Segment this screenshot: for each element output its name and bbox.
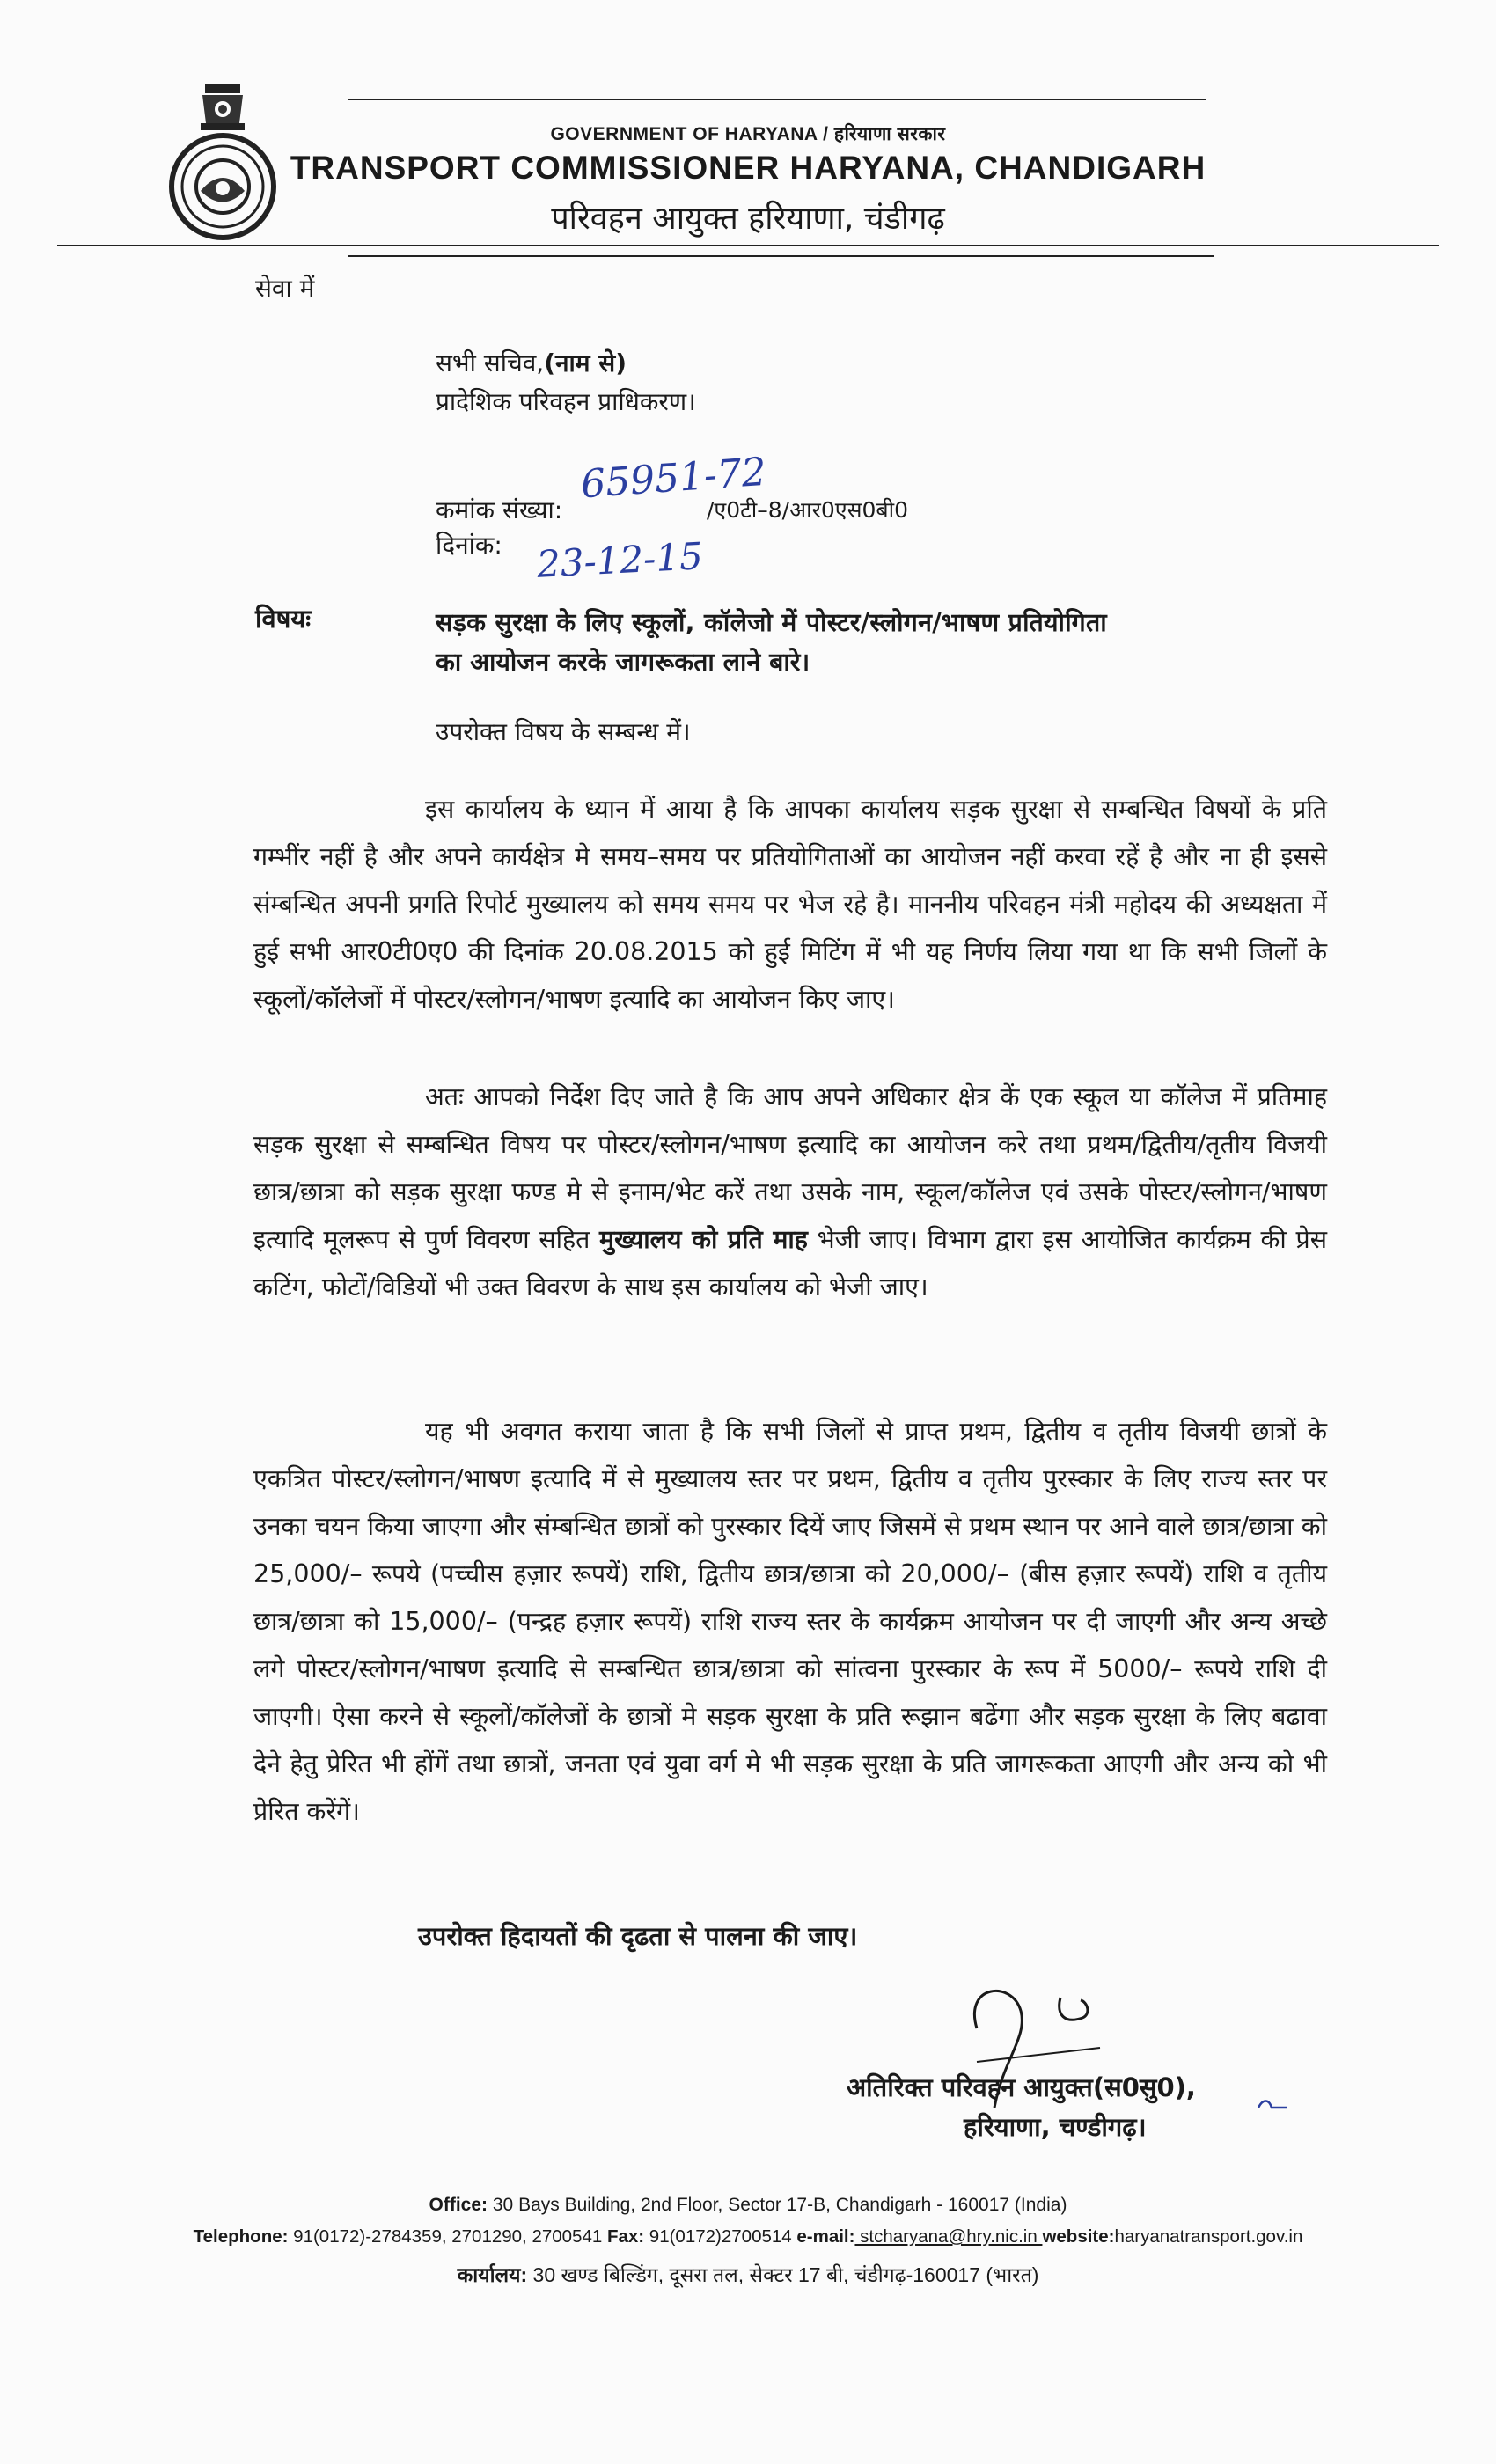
footer-office-line — [0, 2195, 1496, 2216]
footer-office-hindi-address: 30 खण्ड बिल्डिंग, दूसरा तल, सेक्टर 17 बी, चंडीगढ़-160017 (भारत) — [527, 2263, 1039, 2286]
paragraph-2-text-b: भेजी जाए। विभाग द्वारा इस आयोजित कार्यक्रम की प्रेस कटिंग, फोटों/विडियों भी उक्त विवरण के साथ इस कार्यालय को भेजी जाए। — [253, 1225, 1327, 1302]
footer-fax-label: Fax: — [606, 2226, 645, 2247]
office-title-english: TRANSPORT COMMISSIONER HARYANA, CHANDIGARH — [290, 150, 1206, 186]
footer-office-hindi-line — [0, 2260, 1496, 2288]
footer-contact-line — [0, 2226, 1496, 2248]
addressee-name-note: (नाम से) — [544, 348, 627, 378]
addressee-title: सभी सचिव, — [436, 348, 545, 378]
government-title: GOVERNMENT OF HARYANA / हरियाणा सरकार — [550, 124, 946, 144]
subject-label: विषयः — [255, 604, 312, 634]
addressee-line-1 — [436, 346, 627, 381]
reference-label: कमांक संख्या: — [436, 495, 563, 524]
instruction-line: उपरोक्त हिदायतों की दृढता से पालना की जाए। — [418, 1921, 858, 1951]
footer-telephone-label: Telephone: — [193, 2226, 289, 2247]
footer-email-label: e-mail: — [796, 2226, 855, 2247]
footer-office-address: 30 Bays Building, 2nd Floor, Sector 17-B, Chandigarh - 160017 (India) — [488, 2195, 1067, 2215]
footer-website-label: website: — [1042, 2226, 1115, 2247]
reference-line: उपरोक्त विषय के सम्बन्ध में। — [436, 717, 691, 746]
header-bottom-rule — [348, 255, 1214, 257]
footer-telephone: 91(0172)-2784359, 2701290, 2700541 — [288, 2226, 607, 2247]
signatory-line-1: अतिरिक्त परिवहन आयुक्त(स0सु0), — [847, 2072, 1196, 2102]
date-label: दिनांक: — [436, 531, 502, 560]
paragraph-2 — [253, 1074, 1327, 1311]
header-top-rule — [348, 99, 1206, 100]
footer-office-hindi-label: कार्यालय: — [457, 2263, 528, 2286]
to-label: सेवा में — [255, 274, 315, 303]
footer-website-link[interactable]: haryanatransport.gov.in — [1114, 2226, 1303, 2247]
footer-email-link[interactable]: stcharyana@hry.nic.in — [854, 2226, 1043, 2247]
subject-line-1: सड़क सुरक्षा के लिए स्कूलों, कॉलेजो में पोस्टर/स्लोगन/भाषण प्रतियोगिता — [436, 608, 1107, 637]
office-title-hindi: परिवहन आयुक्त हरियाणा, चंडीगढ़ — [551, 201, 945, 237]
reference-suffix: /ए0टी–8/आर0एस0बी0 — [707, 497, 909, 523]
date-handwritten: 23-12-15 — [535, 534, 704, 586]
reference-number-handwritten: 65951-72 — [579, 449, 768, 508]
paragraph-2-text-a: अतः आपको निर्देश दिए जाते है कि आप अपने अधिकार क्षेत्र कें एक स्कूल या कॉलेज में प्रतिमाह सड़क सुरक्षा से सम्बन्धित विषय पर पोस्टर/स्लोगन/भाषण इत्यादि का आयोजन करे तथा प्रथम/द्वितीय/तृतीय विजयी छात्र/छात्रा को सड़क सुरक्षा फण्ड मे से इनाम/भेट करें तथा उसके नाम, स्कूल/कॉलेज एवं उसके पोस्टर/स्लोगन/भाषण इत्यादि मूलरूप से पुर्ण विवरण सहित — [253, 1082, 1327, 1254]
subject-line-2: का आयोजन करके जागरूकता लाने बारे। — [436, 648, 810, 677]
addressee-line-2: प्रादेशिक परिवहन प्राधिकरण। — [436, 387, 696, 416]
signatory-line-2: हरियाणा, चण्डीगढ़। — [964, 2112, 1147, 2142]
paragraph-2-emphasis: मुख्यालय को प्रति माह — [599, 1225, 808, 1254]
footer-fax: 91(0172)2700514 — [644, 2226, 797, 2247]
paragraph-3: यह भी अवगत कराया जाता है कि सभी जिलों से प्राप्त प्रथम, द्वितीय व तृतीय विजयी छात्रों के एकत्रित पोस्टर/स्लोगन/भाषण इत्यादि में से मुख्यालय स्तर पर प्रथम, द्वितीय व तृतीय पुरस्कार के लिए राज्य स्तर पर उनका चयन किया जाएगा और संम्बन्धित छात्रों को पुरस्कार दियें जाए जिसमें से प्रथम स्थान पर आने वाले छात्र/छात्रा को 25,000/– रूपये (पच्चीस हज़ार रूपयें) राशि, द्वितीय छात्र/छात्रा को 20,000/– (बीस हज़ार रूपयें) राशि व तृतीय छात्र/छात्रा को 15,000/– (पन्द्रह हज़ार रूपयें) राशि राज्य स्तर के कार्यक्रम आयोजन पर दी जाएगी और अन्य अच्छे लगे पोस्टर/स्लोगन/भाषण इत्यादि से सम्बन्धित छात्र/छात्रा को सांत्वना पुरस्कार के रूप में 5000/– रूपये राशि दी जाएगी। ऐसा करने से स्कूलों/कॉलेजों के छात्रों मे सड़क सुरक्षा के प्रति रूझान बढेंगा और सड़क सुरक्षा के लिए बढावा देने हेतु प्रेरित भी होंगें तथा छात्रों, जनता एवं युवा वर्ग मे भी सड़क सुरक्षा के प्रति जागरूकता आएगी और अन्य को भी प्रेरित करेंगें। — [253, 1417, 1327, 1826]
footer-office-label: Office: — [429, 2195, 488, 2215]
paragraph-1: इस कार्यालय के ध्यान में आया है कि आपका कार्यालय सड़क सुरक्षा से सम्बन्धित विषयों के प्रति गम्भींर नहीं है और अपने कार्यक्षेत्र मे समय–समय पर प्रतियोगिताओं का आयोजन नहीं करवा रहें है और ना ही इससे संम्बन्धित अपनी प्रगति रिपोर्ट मुख्यालय को समय समय पर भेज रहे है। माननीय परिवहन मंत्री महोदय की अध्यक्षता में हुई सभी आर0टी0ए0 की दिनांक 20.08.2015 को हुई मिटिंग में भी यह निर्णय लिया गया था कि सभी जिलों के स्कूलों/कॉलेजों में पोस्टर/स्लोगन/भाषण इत्यादि का आयोजन किए जाए। — [253, 795, 1327, 1014]
